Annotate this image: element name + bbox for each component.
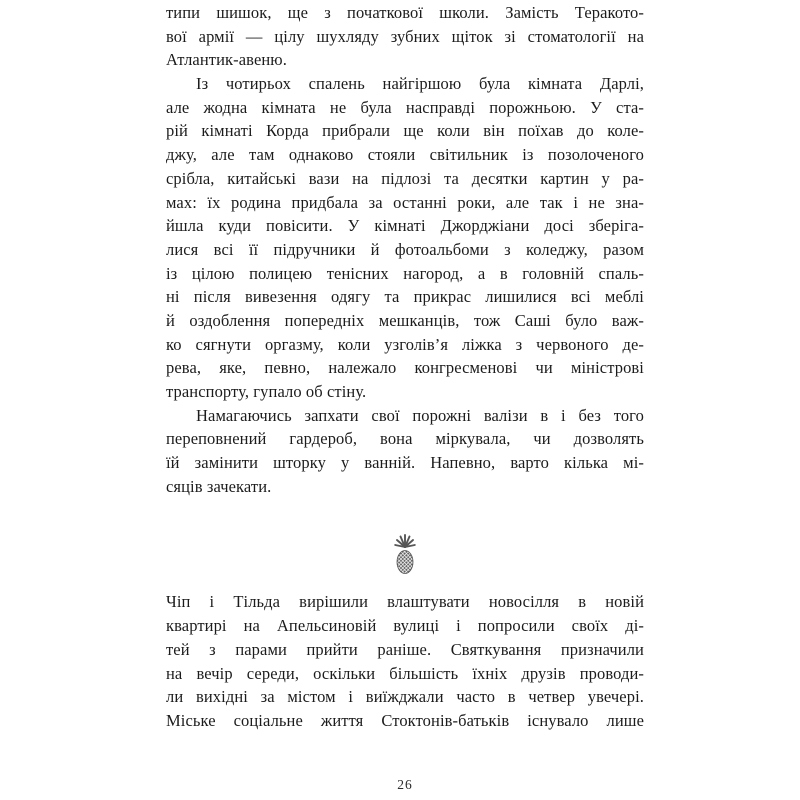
text-line: Намагаючись запхати свої порожні валізи в і без того bbox=[196, 405, 644, 425]
text-line: тей з парами прийти раніше. Святкування призначили bbox=[166, 639, 644, 659]
text-line: сяців зачекати. bbox=[166, 476, 272, 496]
text-line: ли вихідні за містом і виїжджали часто в четвер увечері. bbox=[166, 687, 644, 707]
pineapple-icon bbox=[392, 532, 418, 576]
page-number: 26 bbox=[397, 777, 413, 792]
text-line: ні після вивезення одягу та прикрас лишилися всі меблі bbox=[166, 287, 644, 307]
text-line: Атлантик-авеню. bbox=[166, 50, 287, 70]
text-line: ко сягнути оргазму, коли узголів’я ліжка з червоного де- bbox=[166, 334, 644, 354]
text-line: але жодна кімната не була насправді порожньою. У ста- bbox=[166, 97, 644, 117]
section-divider bbox=[166, 533, 644, 575]
page-text-column bbox=[166, 1, 644, 733]
text-line: їй замінити шторку у ванній. Напевно, варто кілька мі- bbox=[166, 453, 644, 473]
text-line: квартирі на Апельсиновій вулиці і попросили своїх ді- bbox=[166, 616, 644, 636]
text-section-1 bbox=[166, 1, 644, 498]
text-line: рій кімнаті Корда прибрали ще коли він поїхав до коле- bbox=[166, 121, 644, 141]
text-line: лися всі її підручники й фотоальбоми з коледжу, разом bbox=[166, 239, 644, 259]
text-line: й оздоблення попередніх мешканців, тож Саші було важ- bbox=[166, 310, 644, 330]
page-footer bbox=[166, 776, 644, 794]
text-line: йшла куди повісити. У кімнаті Джорджіани досі зберіга- bbox=[166, 216, 644, 236]
text-line: Чіп і Тільда вирішили влаштувати новосілля в новій bbox=[166, 592, 644, 612]
text-line: Міське соціальне життя Стоктонів-батьків існувало лише bbox=[166, 710, 644, 730]
text-line: із цілою полицею тенісних нагород, а в головній спаль- bbox=[166, 263, 644, 283]
text-section-2 bbox=[166, 590, 644, 732]
text-line: вої армії — цілу шухляду зубних щіток зі стоматології на bbox=[166, 26, 644, 46]
text-line: типи шишок, ще з початкової школи. Замість Теракото- bbox=[166, 3, 644, 22]
text-line: рева, яке, певно, належало конгресменові чи міністрові bbox=[166, 358, 644, 378]
text-line: мах: їх родина придбала за останні роки, але так і не зна- bbox=[166, 192, 644, 212]
text-line: переповнений гардероб, вона міркувала, чи дозволять bbox=[166, 429, 644, 449]
text-line: транспорту, гупало об стіну. bbox=[166, 382, 367, 401]
text-line: срібла, китайські вази на підлозі та десятки картин у ра- bbox=[166, 168, 644, 188]
text-line: Із чотирьох спалень найгіршою була кімната Дарлі, bbox=[196, 74, 644, 94]
text-line: на вечір середи, оскільки більшість їхніх друзів проводи- bbox=[166, 663, 644, 683]
text-line: джу, але там однаково стояли світильник із позолоченого bbox=[166, 145, 644, 165]
